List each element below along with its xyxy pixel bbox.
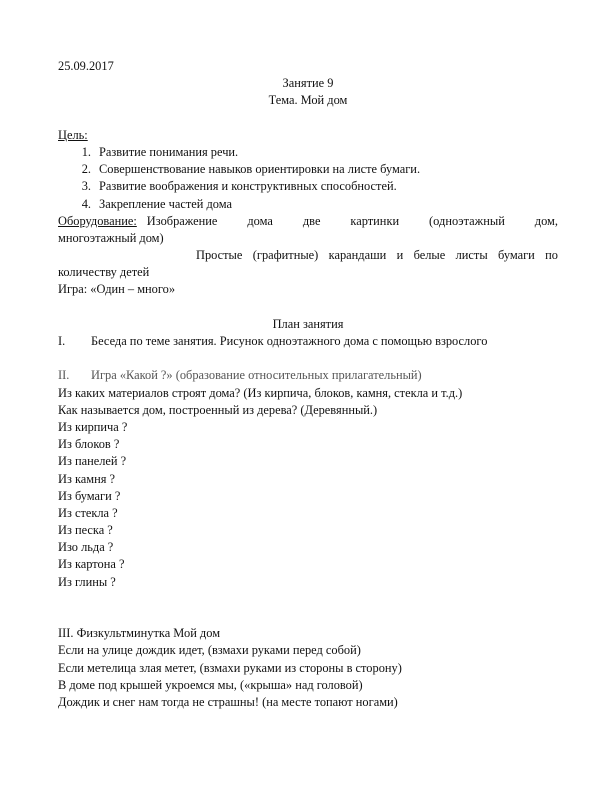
plan-text: Беседа по теме занятия. Рисунок одноэтажного дома с помощью взрослого bbox=[91, 334, 488, 348]
goal-number: 1. bbox=[81, 144, 91, 159]
goal-text: Закрепление частей дома bbox=[99, 196, 232, 211]
spacer bbox=[58, 110, 558, 127]
question-line: Изо льда ? bbox=[58, 540, 114, 555]
plan-number: I. bbox=[58, 334, 66, 348]
game-line: Игра: «Один – много» bbox=[58, 282, 176, 297]
goal-item bbox=[58, 178, 558, 195]
question-line: Из камня ? bbox=[58, 471, 116, 486]
question-line: Как называется дом, построенный из дерева? (Деревянный.) bbox=[58, 402, 378, 417]
spacer bbox=[58, 591, 558, 608]
plan-title: План занятия bbox=[272, 316, 344, 331]
goal-number: 3. bbox=[81, 179, 91, 194]
spacer bbox=[58, 350, 558, 367]
goal-text: Развитие понимания речи. bbox=[99, 144, 239, 159]
fizkult-line: Если метелица злая метет, (взмахи руками из стороны в сторону) bbox=[58, 660, 402, 675]
equipment-line-4: количеству детей bbox=[58, 265, 150, 280]
question-line: Из глины ? bbox=[58, 574, 116, 589]
goal-text: Совершенствование навыков ориентировки на листе бумаги. bbox=[99, 162, 421, 177]
goal-item bbox=[58, 161, 558, 178]
goal-item bbox=[58, 144, 558, 161]
fizkult-title: III. Физкультминутка Мой дом bbox=[58, 626, 221, 641]
goal-label: Цель: bbox=[58, 127, 88, 142]
lesson-title: Занятие 9 bbox=[282, 76, 334, 91]
question-line: Из картона ? bbox=[58, 557, 125, 572]
goal-number: 2. bbox=[81, 162, 91, 177]
topic-title: Тема. Мой дом bbox=[268, 93, 348, 108]
spacer bbox=[58, 299, 558, 316]
fizkult-line: Если на улице дождик идет, (взмахи руками перед собой) bbox=[58, 643, 361, 658]
equipment-line-2: многоэтажный дом) bbox=[58, 230, 164, 245]
question-line: Из блоков ? bbox=[58, 437, 120, 452]
goal-text: Развитие воображения и конструктивных способностей. bbox=[99, 179, 397, 194]
document-page bbox=[58, 58, 558, 711]
question-line: Из бумаги ? bbox=[58, 488, 121, 503]
question-line: Из каких материалов строят дома? (Из кирпича, блоков, камня, стекла и т.д.) bbox=[58, 385, 463, 400]
goals-list bbox=[58, 144, 558, 213]
plan-number: II. bbox=[58, 368, 70, 383]
plan-item bbox=[58, 333, 558, 350]
goal-item bbox=[58, 196, 558, 213]
date: 25.09.2017 bbox=[58, 59, 114, 73]
plan-text: Игра «Какой ?» (образование относительных прилагательный) bbox=[91, 368, 422, 383]
fizkult-line: Дождик и снег нам тогда не страшны! (на месте топают ногами) bbox=[58, 694, 398, 709]
equipment-label: Оборудование: bbox=[58, 213, 137, 228]
equipment-line-1 bbox=[58, 213, 558, 230]
question-line: Из песка ? bbox=[58, 523, 113, 538]
questions-list bbox=[58, 385, 558, 591]
equipment-text: Изображение дома две картинки (одноэтажный дом, bbox=[146, 213, 558, 228]
question-line: Из стекла ? bbox=[58, 505, 118, 520]
equipment-line-3 bbox=[58, 247, 558, 264]
plan-item bbox=[58, 367, 558, 384]
equipment-text: Простые (графитные) карандаши и белые листы бумаги по bbox=[196, 248, 558, 263]
fizkult-line: В доме под крышей укроемся мы, («крыша» над головой) bbox=[58, 677, 363, 692]
goal-number: 4. bbox=[81, 196, 91, 211]
spacer bbox=[58, 608, 558, 625]
fizkult-lines bbox=[58, 642, 558, 711]
question-line: Из панелей ? bbox=[58, 454, 127, 469]
question-line: Из кирпича ? bbox=[58, 419, 128, 434]
